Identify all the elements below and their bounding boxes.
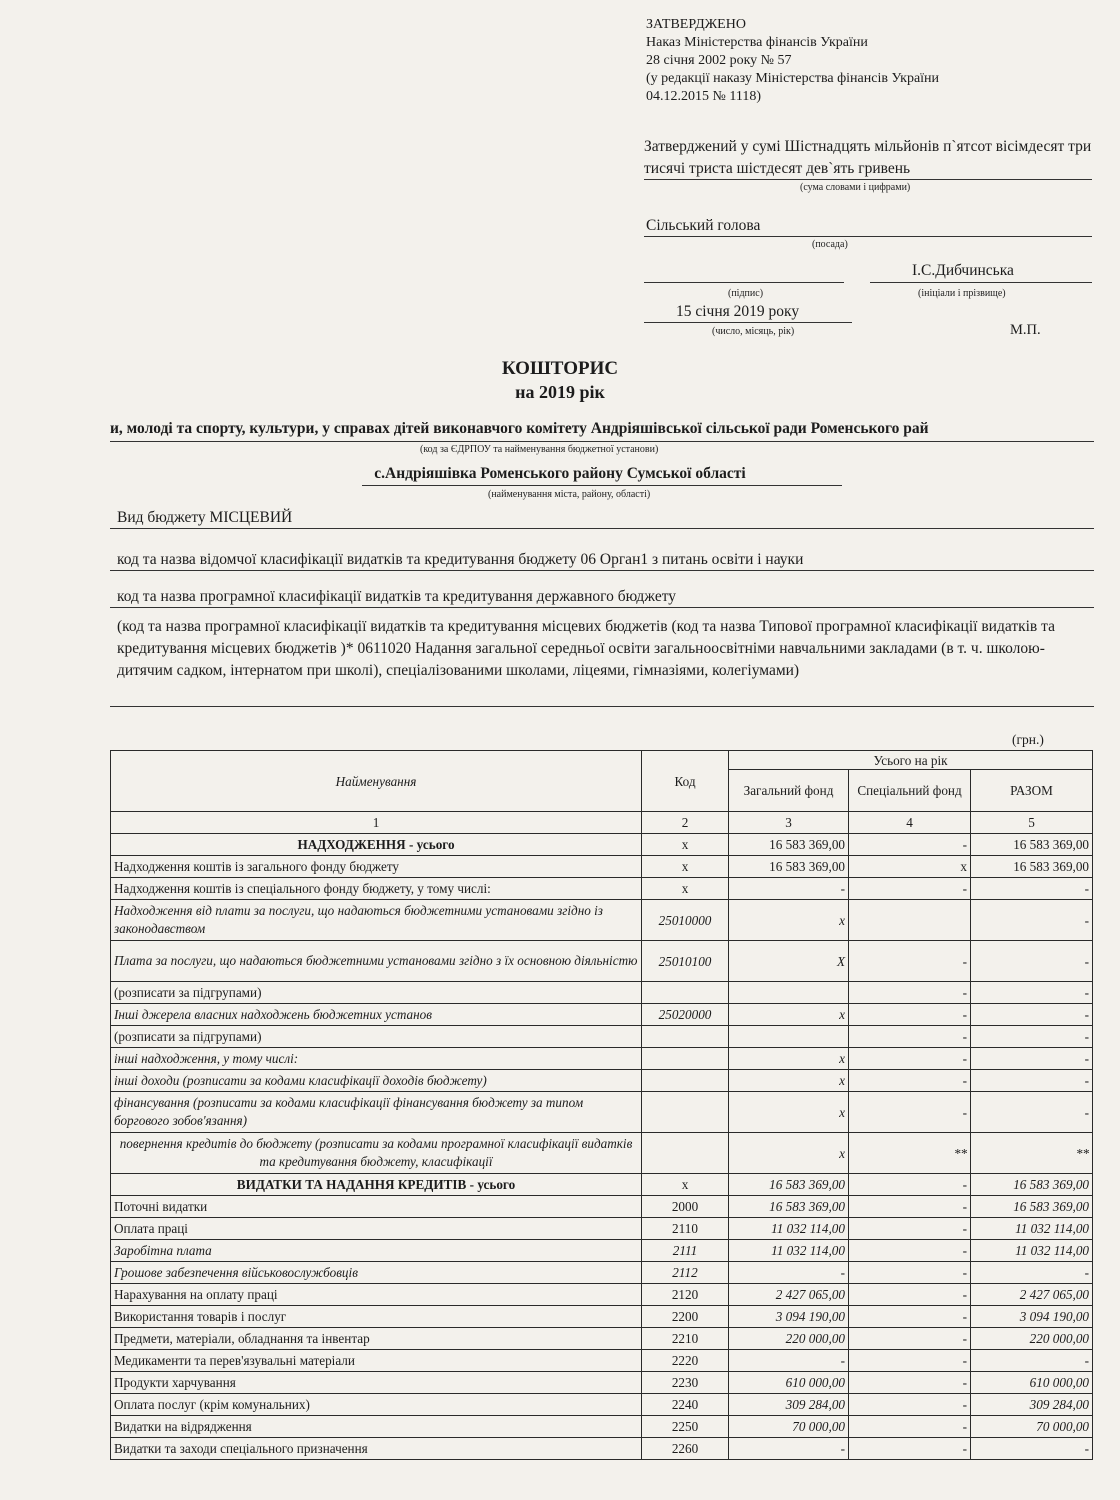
row-special-fund: - (849, 1306, 971, 1328)
row-name: Надходження коштів із спеціального фонду бюджету, у тому числі: (111, 878, 642, 900)
row-code: 2200 (642, 1306, 729, 1328)
signature-caption: (підпис) (728, 288, 764, 299)
dept-classification: код та назва відомчої класифікації видатків та кредитування бюджету 06 Орган1 з питань освіти і науки (117, 551, 804, 568)
name-underline (870, 282, 1092, 283)
row-name: Заробітна плата (111, 1240, 642, 1262)
row-name: Плата за послуги, що надаються бюджетними установами згідно з їх основною діяльністю (111, 941, 642, 982)
estimate-table-body (111, 834, 1093, 1460)
row-special-fund: - (849, 1262, 971, 1284)
row-special-fund: - (849, 878, 971, 900)
row-code: 2210 (642, 1328, 729, 1350)
table-row (111, 1004, 1093, 1026)
row-total: - (971, 1070, 1093, 1092)
table-row (111, 856, 1093, 878)
row-code: x (642, 834, 729, 856)
row-name: Оплата послуг (крім комунальних) (111, 1394, 642, 1416)
row-total: - (971, 1438, 1093, 1460)
row-total: 11 032 114,00 (971, 1218, 1093, 1240)
estimate-table (110, 750, 1093, 1460)
row-general-fund: 16 583 369,00 (729, 856, 849, 878)
local-program-classification: (код та назва програмної класифікації видатків та кредитування місцевих бюджетів (код та назва Типової програмної класифікації видатків та кредитування місцевих бюджетів )* 0611020 Надання загальної середньої освіти загальноосвітніми навчальними закладами (в т. ч. школою-дитячим садком, інтернатом при школі), спеціалізованими школами, ліцеями, гімназіями, колегіумами) (117, 618, 1055, 679)
location-underline (362, 485, 842, 486)
row-special-fund: - (849, 1372, 971, 1394)
row-name: Грошове забезпечення військовослужбовців (111, 1262, 642, 1284)
row-general-fund: 309 284,00 (729, 1394, 849, 1416)
row-code: 2111 (642, 1240, 729, 1262)
currency-note: (грн.) (1012, 732, 1044, 747)
approval-line-1: ЗАТВЕРДЖЕНО (646, 17, 746, 32)
row-code: 2250 (642, 1416, 729, 1438)
row-total: - (971, 1026, 1093, 1048)
table-row (111, 1218, 1093, 1240)
table-row (111, 1394, 1093, 1416)
table-row (111, 1262, 1093, 1284)
row-general-fund: 70 000,00 (729, 1416, 849, 1438)
row-total: ** (971, 1133, 1093, 1174)
sum-underline (644, 179, 1092, 180)
row-total: 3 094 190,00 (971, 1306, 1093, 1328)
row-general-fund: 11 032 114,00 (729, 1218, 849, 1240)
row-general-fund: x (729, 1070, 849, 1092)
table-row (111, 1416, 1093, 1438)
row-total: 2 427 065,00 (971, 1284, 1093, 1306)
row-name: Оплата праці (111, 1218, 642, 1240)
row-code: x (642, 1174, 729, 1196)
row-name: Продукти харчування (111, 1372, 642, 1394)
row-special-fund: - (849, 1394, 971, 1416)
table-row (111, 900, 1093, 941)
row-general-fund: X (729, 941, 849, 982)
row-total: 70 000,00 (971, 1416, 1093, 1438)
table-row (111, 834, 1093, 856)
row-total: 16 583 369,00 (971, 856, 1093, 878)
row-general-fund: 16 583 369,00 (729, 1174, 849, 1196)
row-general-fund: x (729, 1048, 849, 1070)
date-caption: (число, місяць, рік) (712, 326, 795, 337)
table-row (111, 982, 1093, 1004)
dept-underline (110, 570, 1094, 571)
row-name: Видатки на відрядження (111, 1416, 642, 1438)
row-general-fund: - (729, 1262, 849, 1284)
header-code: Код (642, 751, 729, 812)
document-year: на 2019 рік (515, 382, 605, 402)
col-number-2: 2 (642, 812, 729, 834)
row-name: Видатки та заходи спеціального призначення (111, 1438, 642, 1460)
row-total: - (971, 1092, 1093, 1133)
row-code: 25010000 (642, 900, 729, 941)
stamp-label: М.П. (1010, 322, 1041, 338)
row-general-fund: - (729, 1438, 849, 1460)
row-general-fund: 16 583 369,00 (729, 834, 849, 856)
row-special-fund: - (849, 1092, 971, 1133)
col-number-3: 3 (729, 812, 849, 834)
row-special-fund: - (849, 1174, 971, 1196)
col-number-4: 4 (849, 812, 971, 834)
table-row (111, 1174, 1093, 1196)
table-row (111, 878, 1093, 900)
approval-date: 15 січня 2019 року (676, 303, 800, 320)
approval-line-5: 04.12.2015 № 1118) (646, 89, 761, 104)
row-total: - (971, 1048, 1093, 1070)
row-special-fund: - (849, 1026, 971, 1048)
row-special-fund: - (849, 941, 971, 982)
row-code (642, 1048, 729, 1070)
table-row (111, 1284, 1093, 1306)
header-general-fund: Загальний фонд (729, 770, 849, 812)
row-special-fund: - (849, 1196, 971, 1218)
org-underline (110, 441, 1094, 442)
row-name: Надходження коштів із загального фонду бюджету (111, 856, 642, 878)
row-special-fund: - (849, 1004, 971, 1026)
sum-caption: (сума словами і цифрами) (800, 182, 911, 193)
row-code: 2000 (642, 1196, 729, 1218)
organization-name: и, молоді та спорту, культури, у справах дітей виконавчого комітету Андріяшівської сільської ради Роменського рай (110, 420, 929, 437)
row-total: - (971, 982, 1093, 1004)
row-code (642, 1133, 729, 1174)
row-code: 2230 (642, 1372, 729, 1394)
row-special-fund: - (849, 834, 971, 856)
row-name: НАДХОДЖЕННЯ - усього (111, 834, 642, 856)
row-special-fund: - (849, 1438, 971, 1460)
row-special-fund: - (849, 1070, 971, 1092)
row-total: 16 583 369,00 (971, 834, 1093, 856)
row-general-fund (729, 1026, 849, 1048)
header-year-total: Усього на рік (729, 751, 1093, 770)
col-number-1: 1 (111, 812, 642, 834)
row-total: - (971, 1262, 1093, 1284)
table-row (111, 1240, 1093, 1262)
row-general-fund: 2 427 065,00 (729, 1284, 849, 1306)
row-special-fund: - (849, 1218, 971, 1240)
local-underline (110, 706, 1094, 707)
row-general-fund: x (729, 1133, 849, 1174)
budget-type-underline (110, 528, 1094, 529)
row-code: 2112 (642, 1262, 729, 1284)
col-number-5: 5 (971, 812, 1093, 834)
row-general-fund: - (729, 878, 849, 900)
row-general-fund: 610 000,00 (729, 1372, 849, 1394)
position-text: Сільський голова (646, 217, 761, 234)
row-name: інші надходження, у тому числі: (111, 1048, 642, 1070)
row-code: 2220 (642, 1350, 729, 1372)
date-underline (644, 322, 852, 323)
row-general-fund: x (729, 1004, 849, 1026)
approval-block (646, 16, 939, 106)
location-caption: (найменування міста, району, області) (488, 489, 651, 500)
row-special-fund: - (849, 1240, 971, 1262)
row-special-fund: x (849, 856, 971, 878)
approved-sum-text: Затверджений у сумі Шістнадцять мільйонів п`ятсот вісімдесят три тисячі триста шістдесят дев`ять гривень (644, 138, 1092, 177)
approval-line-2: Наказ Міністерства фінансів України (646, 35, 868, 50)
approval-line-4: (у редакції наказу Міністерства фінансів України (646, 71, 940, 86)
row-name: інші доходи (розписати за кодами класифікації доходів бюджету) (111, 1070, 642, 1092)
row-special-fund: - (849, 1048, 971, 1070)
name-caption: (ініціали і прізвище) (918, 288, 1006, 299)
row-code (642, 1092, 729, 1133)
table-row (111, 941, 1093, 982)
row-total: - (971, 1350, 1093, 1372)
row-code: x (642, 856, 729, 878)
table-row (111, 1328, 1093, 1350)
row-general-fund: 3 094 190,00 (729, 1306, 849, 1328)
header-total: РАЗОМ (971, 770, 1093, 812)
header-special-fund: Спеціальний фонд (849, 770, 971, 812)
row-code: 2110 (642, 1218, 729, 1240)
row-special-fund: - (849, 982, 971, 1004)
row-name: фінансування (розписати за кодами класифікації фінансування бюджету за типом боргового зобов'язання) (111, 1092, 642, 1133)
row-general-fund: 16 583 369,00 (729, 1196, 849, 1218)
row-special-fund: - (849, 1416, 971, 1438)
row-general-fund: - (729, 1350, 849, 1372)
row-name: Використання товарів і послуг (111, 1306, 642, 1328)
row-general-fund: 220 000,00 (729, 1328, 849, 1350)
row-total: 309 284,00 (971, 1394, 1093, 1416)
row-code: 25010100 (642, 941, 729, 982)
row-code (642, 1026, 729, 1048)
row-name: Нарахування на оплату праці (111, 1284, 642, 1306)
position-caption: (посада) (812, 239, 848, 250)
row-name: (розписати за підгрупами) (111, 982, 642, 1004)
row-name: Поточні видатки (111, 1196, 642, 1218)
row-special-fund: - (849, 1350, 971, 1372)
table-row (111, 1026, 1093, 1048)
row-general-fund (729, 982, 849, 1004)
row-total: 16 583 369,00 (971, 1196, 1093, 1218)
table-row (111, 1372, 1093, 1394)
table-row (111, 1070, 1093, 1092)
row-total: - (971, 941, 1093, 982)
row-name: Медикаменти та перев'язувальні матеріали (111, 1350, 642, 1372)
organization-location: с.Андріяшівка Роменського району Сумської області (374, 465, 746, 482)
row-code (642, 1070, 729, 1092)
header-name: Найменування (111, 751, 642, 812)
row-code: 2260 (642, 1438, 729, 1460)
row-code: 2240 (642, 1394, 729, 1416)
row-total: - (971, 1004, 1093, 1026)
row-special-fund: - (849, 1328, 971, 1350)
state-underline (110, 607, 1094, 608)
row-total: - (971, 900, 1093, 941)
row-special-fund: ** (849, 1133, 971, 1174)
document-title: КОШТОРИС (501, 358, 619, 379)
row-code: 25020000 (642, 1004, 729, 1026)
table-row (111, 1350, 1093, 1372)
row-general-fund: x (729, 900, 849, 941)
budget-type: Вид бюджету МІСЦЕВИЙ (117, 509, 293, 526)
table-row (111, 1196, 1093, 1218)
signature-underline (644, 282, 844, 283)
signatory-name: І.С.Дибчинська (912, 262, 1014, 279)
row-name: Предмети, матеріали, обладнання та інвентар (111, 1328, 642, 1350)
table-row (111, 1048, 1093, 1070)
row-special-fund (849, 900, 971, 941)
row-total: 16 583 369,00 (971, 1174, 1093, 1196)
table-row (111, 1306, 1093, 1328)
row-total: 11 032 114,00 (971, 1240, 1093, 1262)
row-code: 2120 (642, 1284, 729, 1306)
row-code: x (642, 878, 729, 900)
row-total: - (971, 878, 1093, 900)
row-name: повернення кредитів до бюджету (розписати за кодами програмної класифікації видатків та кредитування бюджету, класифікації (111, 1133, 642, 1174)
table-row (111, 1133, 1093, 1174)
row-name: ВИДАТКИ ТА НАДАННЯ КРЕДИТІВ - усього (111, 1174, 642, 1196)
row-name: (розписати за підгрупами) (111, 1026, 642, 1048)
row-name: Інші джерела власних надходжень бюджетних установ (111, 1004, 642, 1026)
position-underline (644, 236, 1092, 237)
row-total: 220 000,00 (971, 1328, 1093, 1350)
row-general-fund: 11 032 114,00 (729, 1240, 849, 1262)
approval-line-3: 28 січня 2002 року № 57 (646, 53, 792, 68)
row-name: Надходження від плати за послуги, що надаються бюджетними установами згідно із законодавством (111, 900, 642, 941)
row-special-fund: - (849, 1284, 971, 1306)
table-row (111, 1438, 1093, 1460)
table-row (111, 1092, 1093, 1133)
organization-caption: (код за ЄДРПОУ та найменування бюджетної установи) (420, 444, 659, 455)
row-total: 610 000,00 (971, 1372, 1093, 1394)
row-code (642, 982, 729, 1004)
row-general-fund: x (729, 1092, 849, 1133)
state-program-classification: код та назва програмної класифікації видатків та кредитування державного бюджету (117, 588, 677, 605)
